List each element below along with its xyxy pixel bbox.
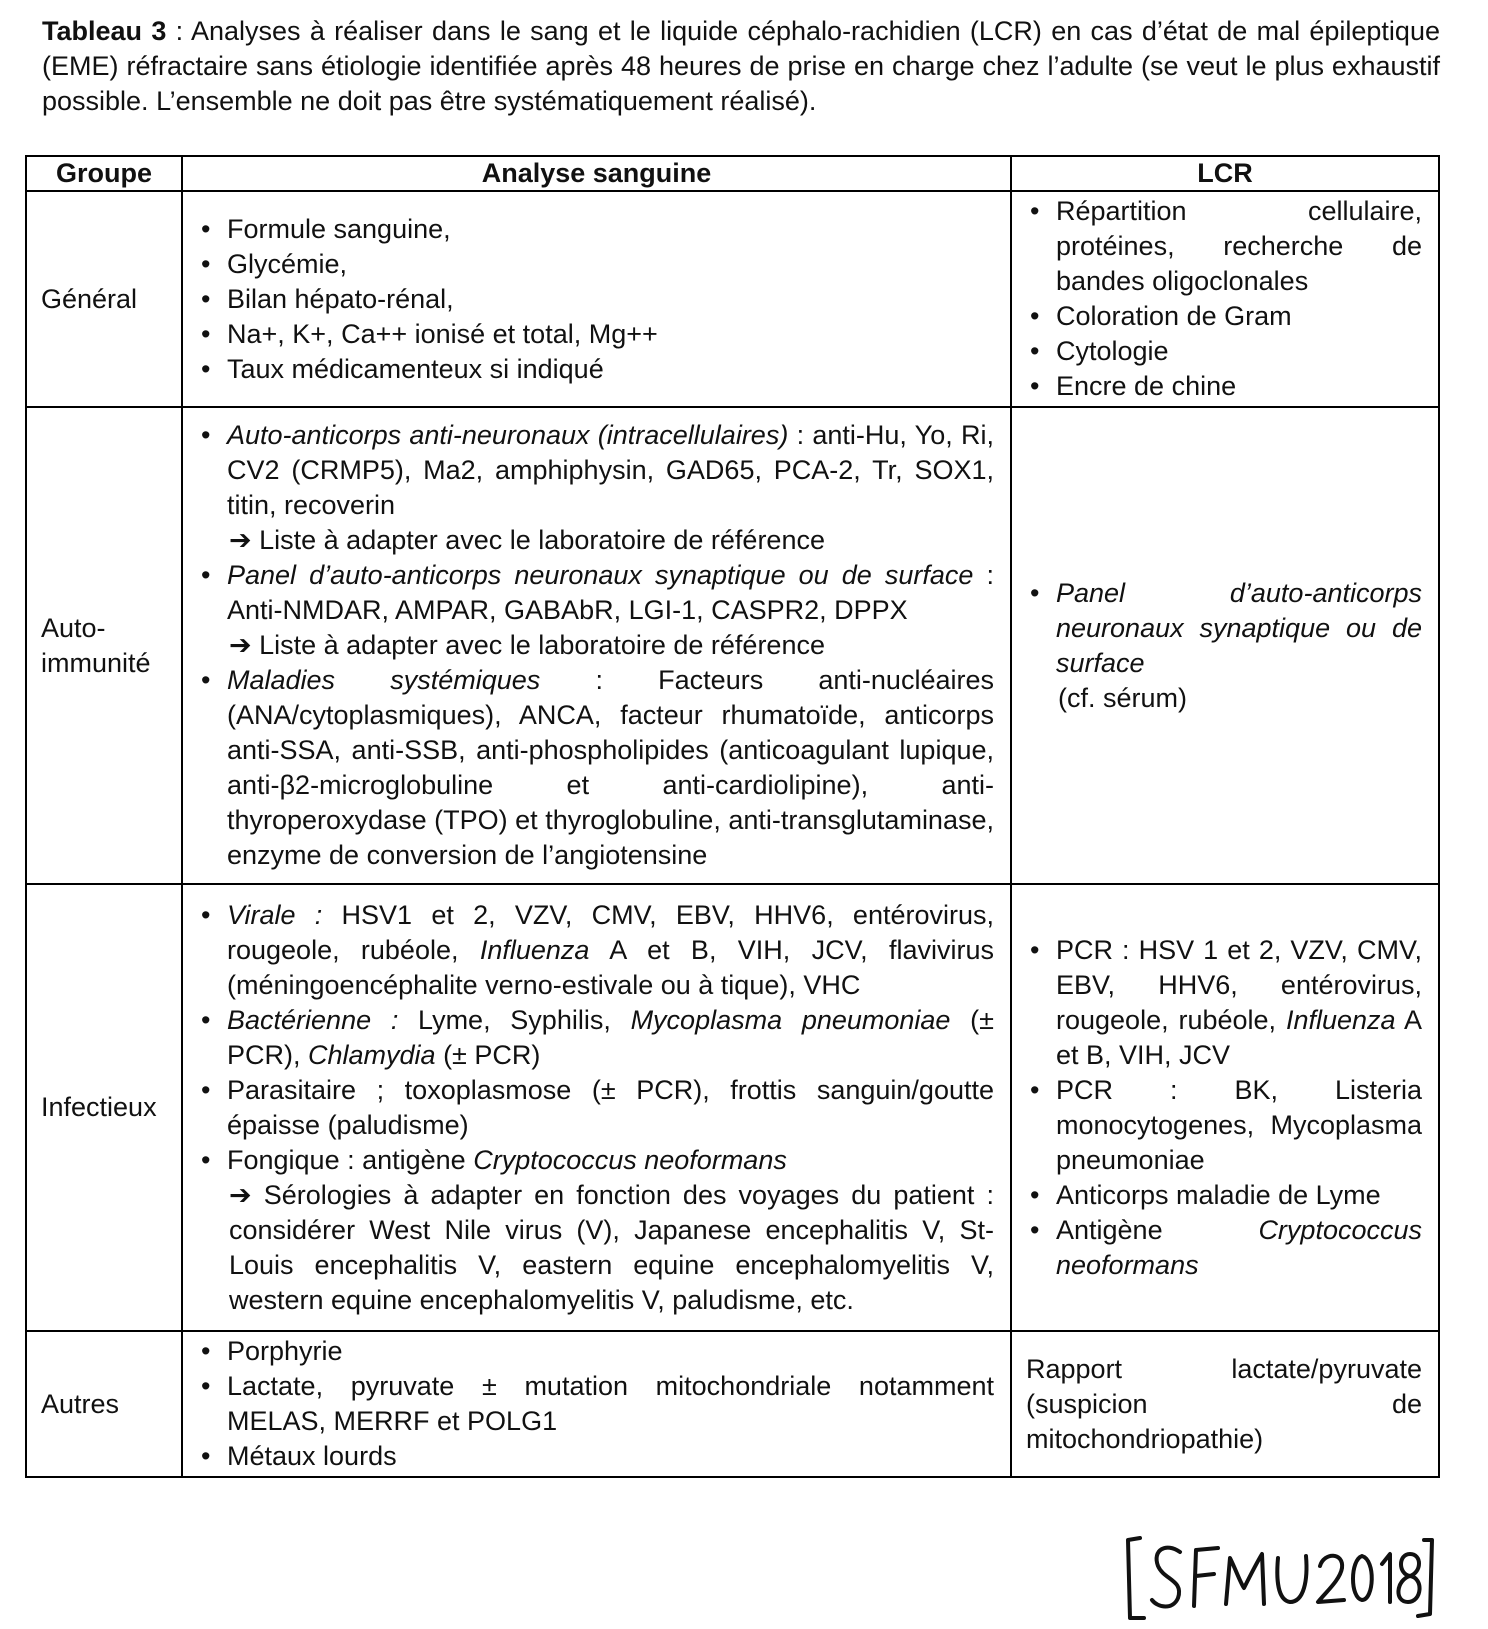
item-note: ➔ Liste à adapter avec le laboratoire de référence	[229, 525, 825, 555]
lcr-cell-general	[1011, 191, 1439, 407]
item-emphasis: Chlamydia	[308, 1039, 436, 1070]
list-item: • Taux médicamenteux si indiqué	[197, 352, 994, 387]
item-text: PCR : HSV 1 et 2, VZV, CMV, EBV, HHV6, entérovirus, rougeole, rubéole,	[1056, 934, 1422, 1035]
item-text: (± PCR),	[227, 1004, 994, 1070]
list-item: • Encre de chine	[1026, 369, 1422, 404]
item-emphasis: Cryptococcus neoformans	[473, 1144, 787, 1175]
item-emphasis: Influenza	[479, 934, 590, 965]
group-cell-infectieux: Infectieux	[26, 884, 182, 1331]
item-note: (cf. sérum)	[1058, 682, 1188, 713]
lcr-cell-auto-immunite	[1011, 407, 1439, 884]
list-item	[1026, 576, 1422, 716]
list-item: • Anticorps maladie de Lyme	[1026, 1178, 1422, 1213]
item-emphasis: Panel d’auto-anticorps neuronaux synaptique ou de surface	[1056, 577, 1422, 678]
lcr-list-infectieux	[1026, 933, 1422, 1283]
list-item: • Formule sanguine,	[197, 212, 994, 247]
blood-list-auto-immunite	[197, 418, 994, 873]
list-item	[1026, 1213, 1422, 1283]
list-item: • Glycémie,	[197, 247, 994, 282]
list-item	[197, 1143, 994, 1318]
blood-list-infectieux	[197, 898, 994, 1318]
table-header-row	[26, 156, 1439, 191]
list-item: • Parasitaire ; toxoplasmose (± PCR), frottis sanguin/goutte épaisse (paludisme)	[197, 1073, 994, 1143]
item-emphasis: Cryptococcus neoformans	[1056, 1214, 1422, 1280]
item-text: Antigène	[1056, 1214, 1259, 1245]
item-text: (± PCR)	[435, 1039, 541, 1070]
blood-cell-infectieux	[182, 884, 1011, 1331]
analysis-table	[25, 155, 1440, 1478]
caption-label: Tableau 3	[42, 16, 167, 46]
item-text: : Facteurs anti-nucléaires (ANA/cytoplasmiques), ANCA, facteur rhumatoïde, anticorps anti-SSA, anti-SSB, anti-phospholipides (anticoagulant lupique, anti-β2-microglobuline et anti-cardiolipine), anti-thyroperoxydase (TPO) et thyroglobuline, anti-transglutaminase, enzyme de conversion de l’angiotensine	[227, 665, 994, 870]
list-item: • Na+, K+, Ca++ ionisé et total, Mg++	[197, 317, 994, 352]
caption-text: : Analyses à réaliser dans le sang et le liquide céphalo-rachidien (LCR) en cas d’état de mal épileptique (EME) réfractaire sans étiologie identifiée après 48 heures de prise en charge chez l’adulte (se veut le plus exhaustif possible. L’ensemble ne doit pas être systématiquement réalisé).	[42, 16, 1440, 116]
blood-list-general	[197, 212, 994, 387]
item-emphasis: Influenza	[1285, 1004, 1396, 1035]
table-row	[26, 191, 1439, 407]
header-lcr: LCR	[1011, 156, 1439, 191]
item-text: HSV1 et 2, VZV, CMV, EBV, HHV6, entérovirus, rougeole, rubéole,	[227, 899, 994, 965]
blood-cell-general	[182, 191, 1011, 407]
header-analyse-sanguine: Analyse sanguine	[182, 156, 1011, 191]
handwritten-signature	[1118, 1530, 1438, 1625]
item-text: A et B, VIH, JCV, flavivirus (méningoencéphalite verno-estivale ou à tique), VHC	[227, 934, 994, 1000]
item-text: Lyme, Syphilis,	[398, 1004, 631, 1035]
list-item: • Bilan hépato-rénal,	[197, 282, 994, 317]
list-item: • PCR : BK, Listeria monocytogenes, Mycoplasma pneumoniae	[1026, 1073, 1422, 1178]
item-emphasis: Maladies systémiques	[227, 665, 541, 695]
item-emphasis: Auto-anticorps anti-neuronaux (intracellulaires)	[227, 420, 789, 450]
list-item: • Métaux lourds	[197, 1439, 994, 1474]
lcr-cell-infectieux	[1011, 884, 1439, 1331]
list-item: • Cytologie	[1026, 334, 1422, 369]
list-item: • Coloration de Gram	[1026, 299, 1422, 334]
list-item: • Répartition cellulaire, protéines, recherche de bandes oligoclonales	[1026, 194, 1422, 299]
lcr-cell-autres	[1011, 1331, 1439, 1477]
list-item: • Porphyrie	[197, 1334, 994, 1369]
item-emphasis: Virale :	[227, 899, 323, 930]
item-emphasis: Mycoplasma pneumoniae	[630, 1004, 951, 1035]
item-text: : anti-Hu, Yo, Ri, CV2 (CRMP5), Ma2, amphiphysin, GAD65, PCA-2, Tr, SOX1, titin, recoverin	[227, 420, 994, 520]
lcr-list-auto-immunite	[1026, 576, 1422, 716]
item-emphasis: Panel d’auto-anticorps neuronaux synaptique ou de surface	[227, 560, 974, 590]
item-text: : Anti-NMDAR, AMPAR, GABAbR, LGI-1, CASPR2, DPPX	[227, 560, 994, 625]
group-cell-auto-immunite: Auto-immunité	[26, 407, 182, 884]
table-row	[26, 407, 1439, 884]
header-groupe: Groupe	[26, 156, 182, 191]
item-emphasis: Bactérienne :	[227, 1004, 399, 1035]
lcr-list-general	[1026, 194, 1422, 404]
list-item	[197, 1003, 994, 1073]
list-item	[1026, 933, 1422, 1073]
item-text: Fongique : antigène	[227, 1144, 474, 1175]
item-note: ➔ Sérologies à adapter en fonction des voyages du patient : considérer West Nile virus (V), Japanese encephalitis V, St-Louis encephalitis V, eastern equine encephalomyelitis V, western equine encephalomyelitis V, paludisme, etc.	[229, 1179, 994, 1315]
lcr-text-autres: Rapport lactate/pyruvate (suspicion de mitochondriopathie)	[1026, 1353, 1422, 1454]
item-note: ➔ Liste à adapter avec le laboratoire de référence	[229, 630, 825, 660]
table-caption	[42, 14, 1440, 119]
blood-cell-autres	[182, 1331, 1011, 1477]
group-cell-general: Général	[26, 191, 182, 407]
group-cell-autres: Autres	[26, 1331, 182, 1477]
table-row	[26, 884, 1439, 1331]
table-row	[26, 1331, 1439, 1477]
list-item	[197, 418, 994, 558]
blood-cell-auto-immunite	[182, 407, 1011, 884]
item-text: A et B, VIH, JCV	[1056, 1004, 1422, 1070]
list-item	[197, 558, 994, 663]
blood-list-autres	[197, 1334, 994, 1474]
list-item	[197, 898, 994, 1003]
list-item	[197, 663, 994, 873]
list-item: • Lactate, pyruvate ± mutation mitochondriale notamment MELAS, MERRF et POLG1	[197, 1369, 994, 1439]
